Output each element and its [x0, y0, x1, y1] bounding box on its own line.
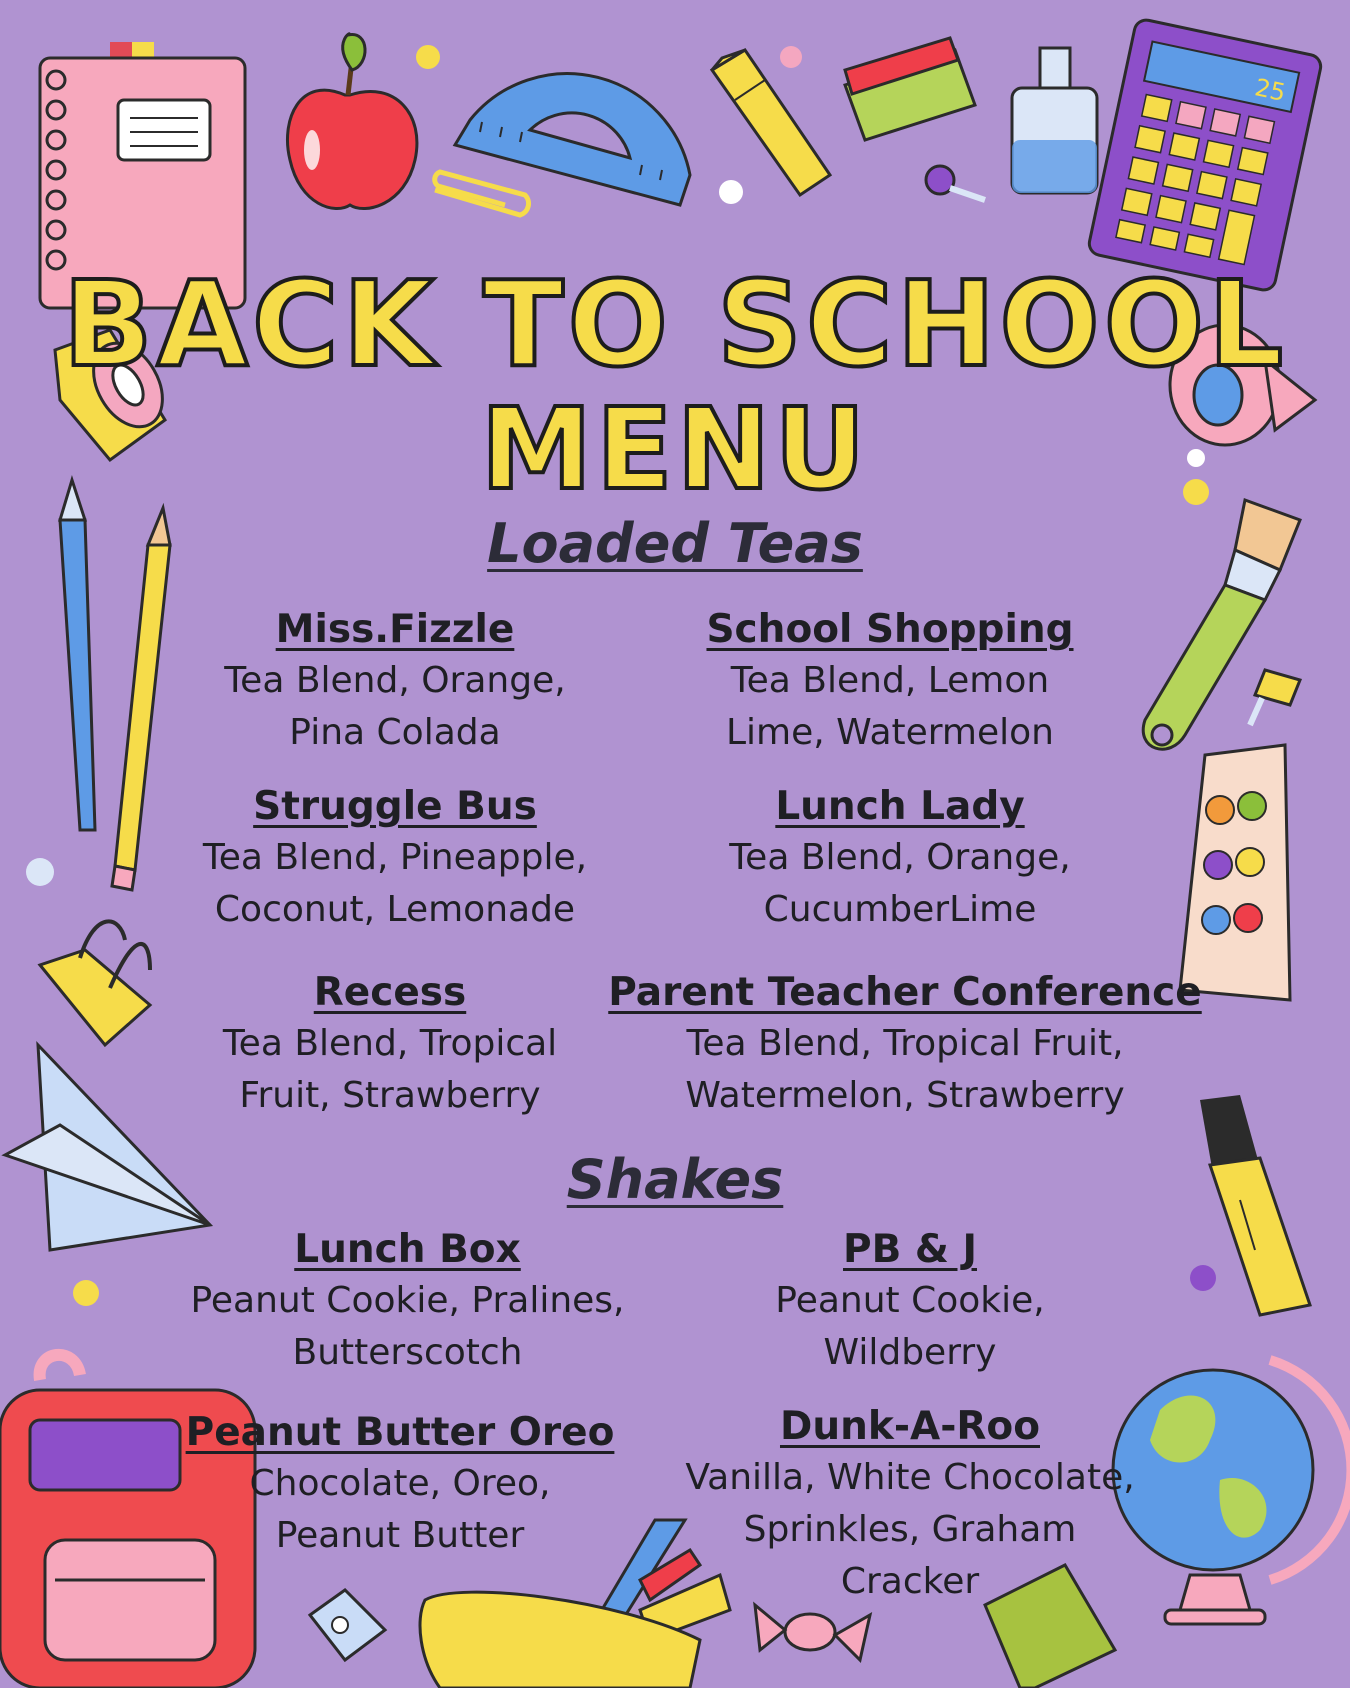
shakes-heading: Shakes [566, 1148, 784, 1211]
candy-icon [755, 1605, 870, 1660]
menu-item-name: Miss.Fizzle [275, 607, 515, 652]
calculator-display: 25 [1252, 73, 1289, 108]
menu-item-lunch-lady [680, 782, 1120, 936]
menu-item-name: PB & J [843, 1227, 977, 1272]
thumbtack-icon [1250, 670, 1300, 725]
menu-item-description: Tea Blend, Orange, CucumberLime [729, 837, 1071, 930]
glue-bottle-icon [1012, 48, 1097, 193]
menu-title-line-2: MENU [480, 385, 870, 515]
push-pin-icon [926, 166, 985, 200]
loaded-teas-heading: Loaded Teas [487, 512, 863, 575]
menu-item-name: Struggle Bus [253, 784, 537, 829]
calculator-icon [1087, 18, 1323, 292]
menu-item-name: Recess [313, 970, 467, 1015]
menu-item-peanut-butter-oreo [180, 1408, 620, 1562]
menu-item-recess [175, 968, 605, 1122]
menu-item-name: Parent Teacher Conference [608, 970, 1202, 1015]
menu-item-name: Lunch Lady [775, 784, 1025, 829]
menu-item-name: School Shopping [706, 607, 1074, 652]
crayon-icon [712, 50, 830, 195]
binder-clip-icon [40, 921, 150, 1045]
menu-item-school-shopping [670, 605, 1110, 759]
menu-item-struggle-bus [170, 782, 620, 936]
menu-item-name: Dunk-A-Roo [779, 1404, 1040, 1449]
menu-item-description: Chocolate, Oreo, Peanut Butter [249, 1463, 551, 1556]
paint-palette-icon [1180, 745, 1290, 1000]
menu-item-pb-and-j [720, 1225, 1100, 1379]
menu-item-lunch-box [170, 1225, 645, 1379]
sharpener-icon [310, 1590, 385, 1660]
menu-item-description: Tea Blend, Tropical Fruit, Watermelon, Strawberry [685, 1023, 1125, 1116]
menu-title-line-1: BACK TO SCHOOL [62, 255, 1288, 393]
menu-item-description: Tea Blend, Lemon Lime, Watermelon [725, 660, 1054, 753]
menu-item-miss-fizzle [180, 605, 610, 759]
paperclip-icon [435, 172, 529, 215]
menu-item-description: Peanut Cookie, Pralines, Butterscotch [190, 1280, 625, 1373]
menu-item-description: Tea Blend, Orange, Pina Colada [224, 660, 566, 753]
menu-item-name: Peanut Butter Oreo [185, 1410, 615, 1455]
menu-item-name: Lunch Box [294, 1227, 521, 1272]
menu-item-description: Peanut Cookie, Wildberry [775, 1280, 1045, 1373]
eraser-icon [845, 38, 975, 140]
menu-item-dunk-a-roo [665, 1402, 1155, 1608]
menu-item-description: Vanilla, White Chocolate, Sprinkles, Graham Cracker [685, 1457, 1135, 1602]
menu-item-parent-teacher-conference [595, 968, 1215, 1122]
menu-item-description: Tea Blend, Pineapple, Coconut, Lemonade [202, 837, 588, 930]
apple-icon [287, 34, 416, 209]
menu-item-description: Tea Blend, Tropical Fruit, Strawberry [222, 1023, 558, 1116]
